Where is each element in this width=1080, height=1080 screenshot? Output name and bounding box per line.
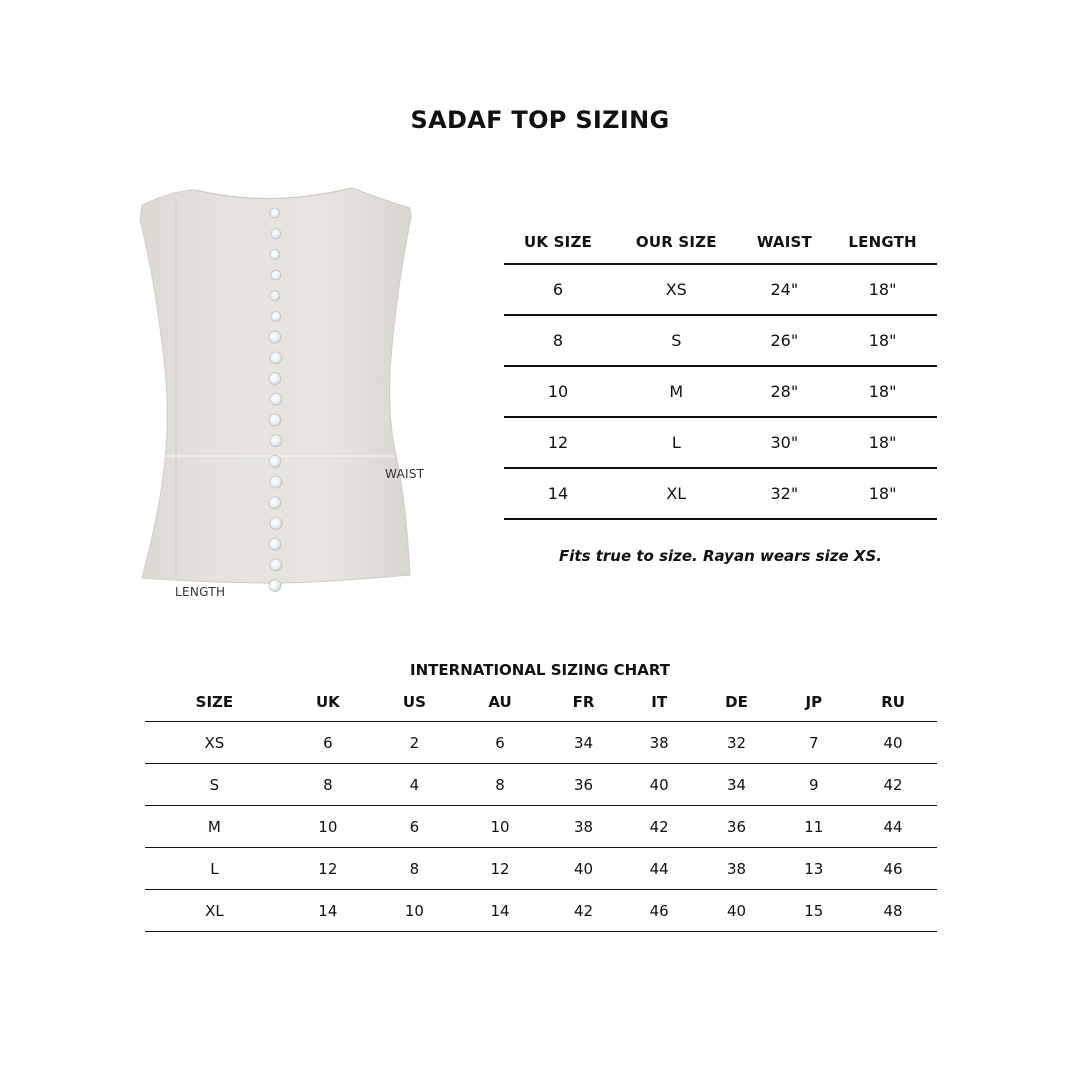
intl-table-cell: XS <box>145 722 284 764</box>
uk-table-cell: 18" <box>828 315 937 366</box>
button-icon <box>270 352 282 364</box>
uk-table-cell: 14 <box>504 468 612 519</box>
button-icon <box>269 580 281 592</box>
page-title: SADAF TOP SIZING <box>410 106 670 134</box>
intl-table-cell: 40 <box>624 764 695 806</box>
button-icon <box>271 229 281 239</box>
uk-table-cell: XL <box>612 468 741 519</box>
intl-table-cell: 7 <box>778 722 849 764</box>
intl-table-header-cell: SIZE <box>145 683 284 722</box>
intl-table-cell: 42 <box>849 764 937 806</box>
uk-table-cell: 18" <box>828 264 937 315</box>
intl-table-header-cell: IT <box>624 683 695 722</box>
uk-table-cell: S <box>612 315 741 366</box>
intl-table-header-cell: AU <box>457 683 543 722</box>
intl-table-cell: 34 <box>543 722 624 764</box>
intl-table-row <box>145 764 937 806</box>
button-icon <box>271 270 281 280</box>
intl-table-row <box>145 722 937 764</box>
intl-table-cell: 44 <box>624 848 695 890</box>
intl-table-cell: 44 <box>849 806 937 848</box>
intl-table-cell: 6 <box>372 806 457 848</box>
garment-illustration <box>120 180 440 620</box>
intl-table-cell: 12 <box>457 848 543 890</box>
uk-table-cell: 32" <box>741 468 829 519</box>
intl-table-cell: 42 <box>543 890 624 932</box>
button-icon <box>269 455 281 467</box>
intl-table-cell: L <box>145 848 284 890</box>
uk-table-cell: XS <box>612 264 741 315</box>
button-icon <box>270 291 280 301</box>
uk-table-row <box>504 366 937 417</box>
uk-table-header <box>504 220 937 264</box>
intl-table-cell: 38 <box>624 722 695 764</box>
intl-table-cell: 40 <box>543 848 624 890</box>
intl-table-cell: 8 <box>457 764 543 806</box>
button-icon <box>270 393 282 405</box>
uk-table-header-cell: UK SIZE <box>504 220 612 264</box>
intl-table-row <box>145 890 937 932</box>
uk-table-cell: 18" <box>828 468 937 519</box>
button-icon <box>270 518 282 530</box>
intl-table-cell: 6 <box>457 722 543 764</box>
button-icon <box>270 559 282 571</box>
sleeveless-top-image <box>120 180 440 620</box>
length-label: LENGTH <box>175 585 226 599</box>
uk-table-cell: 18" <box>828 417 937 468</box>
intl-table-cell: S <box>145 764 284 806</box>
intl-table-cell: 9 <box>778 764 849 806</box>
uk-table-cell: 24" <box>741 264 829 315</box>
intl-table-cell: 14 <box>284 890 372 932</box>
intl-table-cell: 10 <box>372 890 457 932</box>
button-icon <box>269 538 281 550</box>
intl-table-cell: 32 <box>695 722 779 764</box>
waist-label: WAIST <box>385 467 425 481</box>
intl-table-cell: 36 <box>695 806 779 848</box>
uk-table-cell: 26" <box>741 315 829 366</box>
uk-table-header-cell: WAIST <box>741 220 829 264</box>
uk-table-cell: L <box>612 417 741 468</box>
intl-table-cell: 38 <box>695 848 779 890</box>
uk-size-table <box>504 220 937 520</box>
intl-table-cell: 14 <box>457 890 543 932</box>
intl-table-cell: 8 <box>372 848 457 890</box>
uk-table-cell: 18" <box>828 366 937 417</box>
intl-table-cell: M <box>145 806 284 848</box>
button-icon <box>270 249 280 259</box>
button-icon <box>269 331 281 343</box>
fit-note: Fits true to size. Rayan wears size XS. <box>559 547 882 565</box>
intl-table-cell: 42 <box>624 806 695 848</box>
intl-table-header <box>145 683 937 722</box>
uk-table-row <box>504 264 937 315</box>
uk-table-row <box>504 468 937 519</box>
intl-table-row <box>145 806 937 848</box>
uk-table-row <box>504 315 937 366</box>
intl-table-cell: 6 <box>284 722 372 764</box>
uk-table-row <box>504 417 937 468</box>
intl-table-header-cell: FR <box>543 683 624 722</box>
intl-table-row <box>145 848 937 890</box>
button-icon <box>270 208 280 218</box>
uk-table-cell: 30" <box>741 417 829 468</box>
intl-table-header-cell: JP <box>778 683 849 722</box>
intl-table-cell: 40 <box>849 722 937 764</box>
intl-table-cell: 46 <box>849 848 937 890</box>
intl-table-cell: 46 <box>624 890 695 932</box>
intl-table-header-cell: US <box>372 683 457 722</box>
intl-table-cell: 12 <box>284 848 372 890</box>
uk-table-cell: 12 <box>504 417 612 468</box>
button-icon <box>271 312 281 322</box>
intl-table-header-cell: RU <box>849 683 937 722</box>
intl-table-cell: 40 <box>695 890 779 932</box>
international-sizing-table <box>145 683 937 932</box>
intl-table-cell: 15 <box>778 890 849 932</box>
uk-table-cell: M <box>612 366 741 417</box>
uk-table-cell: 10 <box>504 366 612 417</box>
international-chart-title: INTERNATIONAL SIZING CHART <box>410 661 670 679</box>
intl-table-cell: 38 <box>543 806 624 848</box>
uk-table-header-cell: LENGTH <box>828 220 937 264</box>
intl-table-cell: XL <box>145 890 284 932</box>
intl-table-cell: 13 <box>778 848 849 890</box>
button-icon <box>270 435 282 447</box>
uk-table-cell: 28" <box>741 366 829 417</box>
intl-table-cell: 10 <box>457 806 543 848</box>
intl-table-cell: 34 <box>695 764 779 806</box>
uk-table-cell: 8 <box>504 315 612 366</box>
intl-table-header-cell: UK <box>284 683 372 722</box>
intl-table-cell: 36 <box>543 764 624 806</box>
uk-table-header-cell: OUR SIZE <box>612 220 741 264</box>
intl-table-header-cell: DE <box>695 683 779 722</box>
intl-table-cell: 11 <box>778 806 849 848</box>
button-icon <box>269 373 281 385</box>
intl-table-cell: 4 <box>372 764 457 806</box>
intl-table-cell: 2 <box>372 722 457 764</box>
button-icon <box>269 497 281 509</box>
intl-table-cell: 10 <box>284 806 372 848</box>
uk-table-cell: 6 <box>504 264 612 315</box>
button-icon <box>270 476 282 488</box>
button-icon <box>269 414 281 426</box>
intl-table-cell: 8 <box>284 764 372 806</box>
intl-table-cell: 48 <box>849 890 937 932</box>
